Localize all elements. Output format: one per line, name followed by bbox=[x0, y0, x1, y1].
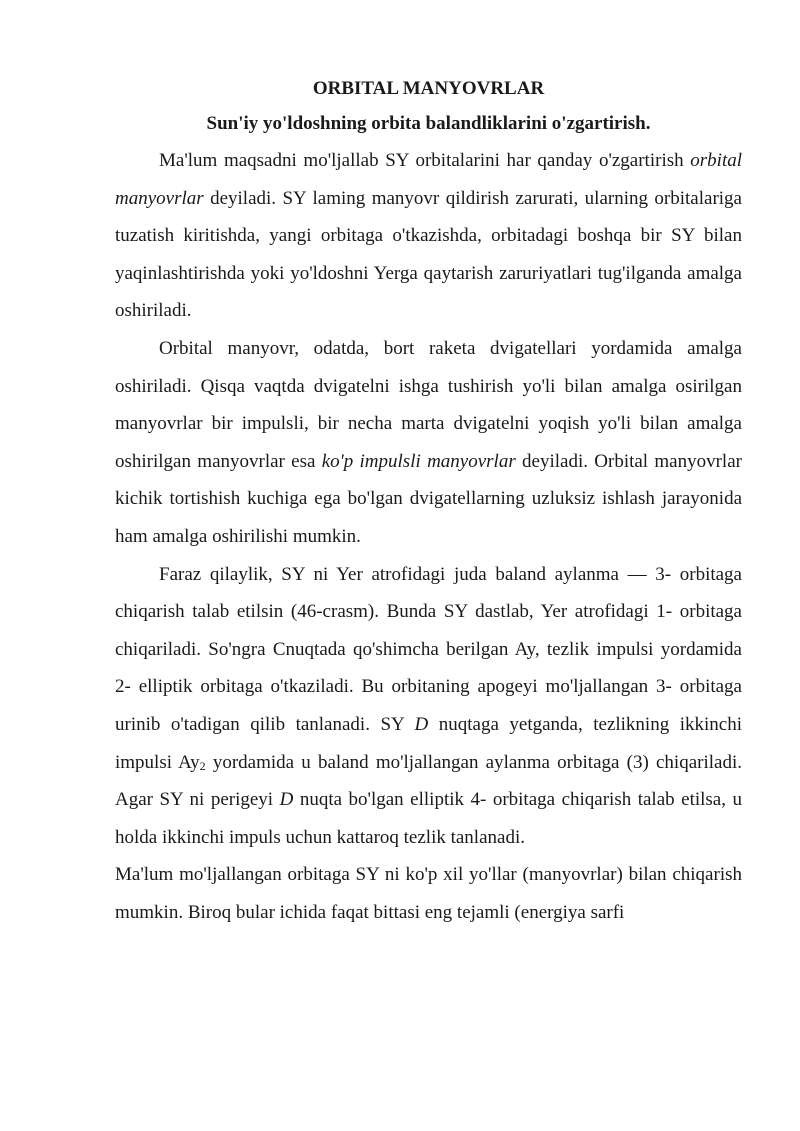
paragraph-3-text-c: yordamida u baland mo'ljallangan aylanma orbitaga (3) chiqariladi. Agar SY ni perigeyi bbox=[115, 751, 742, 811]
paragraph-2-text-a: Orbital manyovr, odatda, bort raketa dvigatellari yordamida amalga oshiriladi. Qisqa vaqtda dvigatelni ishga tushirish yo'li bilan amalga osirilgan manyovrlar bir impulsli, bir necha marta dvigatelni yoqish yo'li bilan amalga oshirilgan manyovrlar esa bbox=[115, 337, 742, 472]
point-d-label: D bbox=[414, 713, 429, 735]
term-kop-impulsli-manyovrlar: ko'p impulsli manyovrlar bbox=[321, 450, 516, 472]
paragraph-1 bbox=[115, 142, 742, 330]
subscript-2: 2 bbox=[199, 758, 206, 773]
paragraph-1-text-a: Ma'lum maqsadni mo'ljallab SY orbitalarini har qanday o'zgartirish bbox=[159, 150, 691, 171]
paragraph-3-text-b: nuqtaga yetganda, tezlikning ikkinchi impulsi Ay bbox=[115, 713, 742, 773]
paragraph-2 bbox=[115, 330, 742, 556]
paragraph-3 bbox=[115, 556, 742, 857]
paragraph-3-text-a: Faraz qilaylik, SY ni Yer atrofidagi juda baland aylanma — 3- orbitaga chiqarish talab etilsin (46-crasm). Bunda SY dastlab, Yer atrofidagi 1- orbitaga chiqariladi. So'ngra Cnuqtada qo'shimcha berilgan Ay, tezlik impulsi yordamida 2- elliptik orbitaga o'tkaziladi. Bu orbitaning apogeyi mo'ljallangan 3- orbitaga urinib o'tadigan qilib tanlanadi. SY bbox=[115, 563, 742, 735]
term-orbital-manyovrlar: orbital manyovrlar bbox=[115, 150, 742, 209]
point-d-label-2: D bbox=[279, 789, 294, 811]
document-subtitle: Sun'iy yo'ldoshning orbita balandliklarini o'zgartirish. bbox=[206, 113, 651, 134]
document-title: ORBITAL MANYOVRLAR bbox=[312, 78, 545, 99]
paragraph-3-text-d: nuqta bo'lgan elliptik 4- orbitaga chiqarish talab etilsa, u holda ikkinchi impuls uchun kattaroq tezlik tanlanadi. bbox=[115, 789, 742, 848]
paragraph-1-text-b: deyiladi. SY laming manyovr qildirish zarurati, ularning orbitalariga tuzatish kiritishda, yangi orbitaga o'tkazishda, orbitadagi boshqa bir SY bilan yaqinlashtirishda yoki yo'ldoshni Yerga qaytarish zaruriyatlari tug'ilganda amalga oshiriladi. bbox=[115, 187, 742, 322]
paragraph-2-text-b: deyiladi. Orbital manyovrlar kichik tortishish kuchiga ega bo'lgan dvigatellarning uzluksiz ishlash jarayonida ham amalga oshirilishi mumkin. bbox=[115, 450, 742, 547]
document-body bbox=[115, 72, 742, 931]
paragraph-4: Ma'lum mo'ljallangan orbitaga SY ni ko'p xil yo'llar (manyovrlar) bilan chiqarish mumkin. Biroq bular ichida faqat bittasi eng tejamli (energiya sarfi bbox=[115, 864, 742, 923]
